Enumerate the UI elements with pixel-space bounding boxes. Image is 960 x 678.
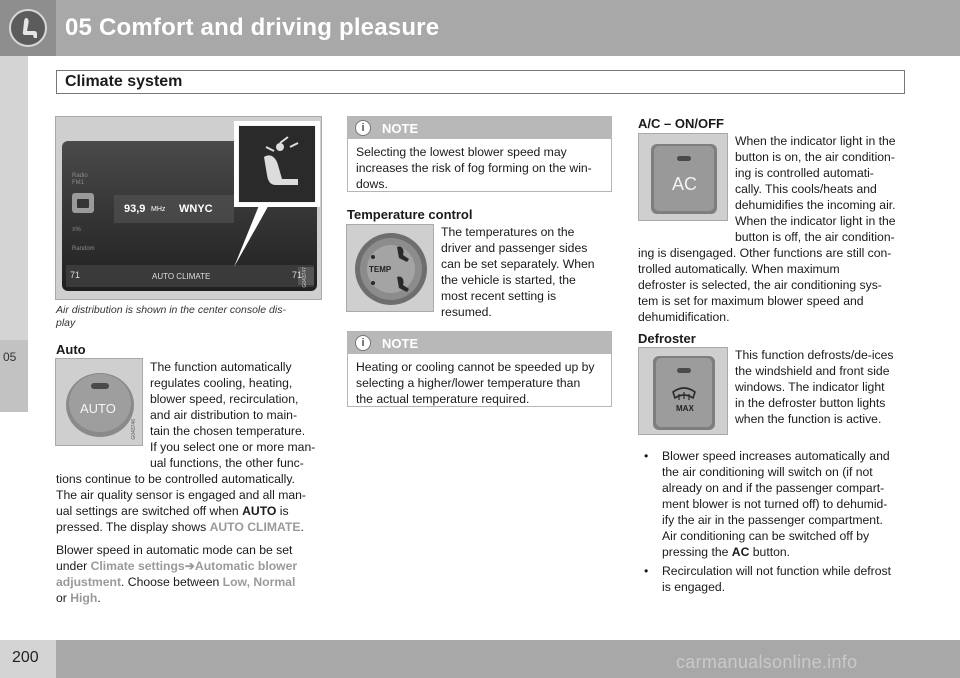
side-tab-label: 05 bbox=[3, 350, 17, 364]
ac-button-label: AC bbox=[672, 174, 698, 194]
section-header bbox=[56, 70, 905, 94]
ac-text-line-9: trolled automatically. When maximum bbox=[638, 262, 840, 276]
auto-climate-menu-text: AUTO CLIMATE bbox=[209, 520, 301, 534]
note-box-blower bbox=[347, 116, 612, 192]
defroster-text-line-2: the windshield and front side bbox=[735, 364, 890, 378]
screen-radio: Radio bbox=[72, 173, 88, 179]
blower-text-line-2-pre: under bbox=[56, 559, 91, 573]
normal-option-text: Normal bbox=[253, 575, 296, 589]
bullet-1-line-7 bbox=[662, 544, 790, 560]
high-option-text: High bbox=[70, 591, 98, 605]
temperature-text-line-5: most recent setting is bbox=[441, 289, 557, 303]
bullet-1-line-1: Blower speed increases automatically and bbox=[662, 449, 890, 463]
temperature-text-line-6: resumed. bbox=[441, 305, 492, 319]
bullet-marker-2: • bbox=[644, 564, 649, 578]
defroster-button-label: MAX bbox=[676, 404, 694, 413]
screen-unit: MHz bbox=[151, 206, 166, 213]
bullet-1-line-4: ment blower is not turned off) to dehumid- bbox=[662, 497, 888, 511]
automatic-blower-menu-text: Automatic blower bbox=[194, 559, 298, 573]
note-header bbox=[348, 117, 611, 139]
defroster-text-line-5: when the function is active. bbox=[735, 412, 882, 426]
auto-text-line-10-pre: ual settings are switched off when bbox=[56, 504, 243, 518]
auto-button-label: AUTO bbox=[80, 401, 116, 416]
menu-arrow-icon: ➔ bbox=[184, 559, 195, 573]
ac-button-photo bbox=[638, 133, 728, 221]
auto-text-line-7: ual functions, the other func- bbox=[150, 456, 304, 470]
temperature-text-line-2: driver and passenger sides bbox=[441, 241, 588, 255]
auto-heading: Auto bbox=[56, 342, 86, 357]
low-option-text: Low bbox=[222, 575, 247, 589]
bullet-1-line-7-pre: pressing the bbox=[662, 545, 732, 559]
note-text-line-1: Selecting the lowest blower speed may bbox=[356, 145, 567, 159]
temperature-text-line-4: the vehicle is started, the bbox=[441, 273, 576, 287]
ac-text-line-7: button is off, the air condition- bbox=[735, 230, 895, 244]
ac-text-line-3: ing is controlled automati- bbox=[735, 166, 874, 180]
ac-text-line-4: cally. This cools/heats and bbox=[735, 182, 877, 196]
display-caption-line-1: Air distribution is shown in the center console dis- bbox=[56, 304, 286, 316]
ac-text-line-5: dehumidifies the incoming air. bbox=[735, 198, 896, 212]
temperature-heading: Temperature control bbox=[347, 207, 473, 222]
note-text-line-3: the actual temperature required. bbox=[356, 392, 530, 406]
auto-text-line-3: blower speed, recirculation, bbox=[150, 392, 299, 406]
auto-text-line-10 bbox=[56, 503, 289, 519]
screen-status-1: ≡% bbox=[72, 227, 81, 233]
auto-text-line-6: If you select one or more man- bbox=[150, 440, 316, 454]
note-text-line-3: dows. bbox=[356, 177, 388, 191]
climate-settings-menu-text: Climate settings bbox=[90, 559, 185, 573]
ac-button-reference: AC bbox=[731, 545, 750, 559]
blower-text-line-1: Blower speed in automatic mode can be set bbox=[56, 543, 293, 557]
temperature-text-line-3: can be set separately. When bbox=[441, 257, 595, 271]
bullet-1-line-6: Air conditioning can be switched off by bbox=[662, 529, 870, 543]
note-title: NOTE bbox=[382, 336, 419, 351]
note-header bbox=[348, 332, 611, 354]
auto-text-line-1: The function automatically bbox=[150, 360, 292, 374]
chapter-title: 05 Comfort and driving pleasure bbox=[65, 14, 440, 41]
blower-text-line-3 bbox=[56, 574, 295, 590]
page-number: 200 bbox=[12, 649, 39, 666]
bullet-1-line-3: already on and if the passenger compart- bbox=[662, 481, 885, 495]
screen-band: FM1 bbox=[72, 180, 84, 186]
ac-text-line-11: tem is set for maximum blower speed and bbox=[638, 294, 864, 308]
auto-text-line-8: tions continue to be controlled automatically. bbox=[56, 472, 295, 486]
auto-text-line-9: The air quality sensor is engaged and all man- bbox=[56, 488, 306, 502]
screen-station: WNYC bbox=[179, 203, 213, 215]
adjustment-menu-text: adjustment bbox=[56, 575, 122, 589]
section-title: Climate system bbox=[65, 73, 183, 90]
ac-text-line-6: When the indicator light in the bbox=[735, 214, 896, 228]
defroster-text-line-3: windows. The indicator light bbox=[735, 380, 885, 394]
display-caption-line-2: play bbox=[56, 317, 76, 329]
note-box-temperature bbox=[347, 331, 612, 407]
bullet-2-line-2: is engaged. bbox=[662, 580, 726, 594]
auto-text-line-4: and air distribution to main- bbox=[150, 408, 297, 422]
center-console-display-photo bbox=[55, 116, 322, 300]
screen-frequency: 93,9 bbox=[124, 203, 146, 215]
watermark: carmanualsonline.info bbox=[676, 652, 858, 672]
ac-heading: A/C – ON/OFF bbox=[638, 116, 724, 131]
ac-text-line-10: defroster is selected, the air conditioning sys- bbox=[638, 278, 882, 292]
blower-text-line-4-post: . bbox=[97, 591, 101, 605]
blower-text-line-3-post: . Choose between bbox=[121, 575, 223, 589]
auto-text-line-11-post: . bbox=[300, 520, 304, 534]
ac-text-line-1: When the indicator light in the bbox=[735, 134, 896, 148]
bullet-marker-1: • bbox=[644, 449, 649, 463]
blower-text-line-4-pre: or bbox=[56, 591, 71, 605]
temperature-knob-photo bbox=[346, 224, 434, 312]
seat-icon bbox=[9, 9, 47, 47]
auto-text-line-2: regulates cooling, heating, bbox=[150, 376, 293, 390]
screen-temp-left: 71 bbox=[70, 270, 81, 280]
bullet-1-line-5: ify the air in the passenger compartment. bbox=[662, 513, 883, 527]
note-text-line-1: Heating or cooling cannot be speeded up by bbox=[356, 360, 595, 374]
bullet-1-line-2: the air conditioning will switch on (if not bbox=[662, 465, 873, 479]
temperature-text-line-1: The temperatures on the bbox=[441, 225, 575, 239]
auto-text-line-11-pre: pressed. The display shows bbox=[56, 520, 210, 534]
auto-button-reference: AUTO bbox=[242, 504, 277, 518]
defroster-button-photo bbox=[638, 347, 728, 435]
chapter-tab bbox=[0, 0, 56, 56]
ac-text-line-8: ing is disengaged. Other functions are still con- bbox=[638, 246, 892, 260]
blower-text-line-2 bbox=[56, 558, 297, 574]
defroster-heading: Defroster bbox=[638, 331, 696, 346]
screen-auto-climate: AUTO CLIMATE bbox=[152, 272, 211, 281]
note-text-line-2: selecting a higher/lower temperature than bbox=[356, 376, 581, 390]
defroster-text-line-1: This function defrosts/de-ices bbox=[735, 348, 894, 362]
option-separator: , bbox=[246, 575, 254, 589]
defroster-text-line-4: in the defroster button lights bbox=[735, 396, 886, 410]
info-icon: i bbox=[355, 335, 371, 351]
blower-text-line-4 bbox=[56, 590, 101, 606]
note-title: NOTE bbox=[382, 121, 419, 136]
auto-button-photo bbox=[55, 358, 143, 446]
bullet-2-line-1: Recirculation will not function while defrost bbox=[662, 564, 891, 578]
info-icon: i bbox=[355, 120, 371, 136]
auto-text-line-10-post: is bbox=[276, 504, 289, 518]
screen-status-2: Random bbox=[72, 246, 95, 252]
temp-knob-label: TEMP bbox=[369, 265, 392, 274]
screen-temp-right: 71 bbox=[292, 270, 303, 280]
auto-text-line-5: tain the chosen temperature. bbox=[150, 424, 306, 438]
display-figure-id: G043747 bbox=[302, 267, 308, 288]
ac-text-line-12: dehumidification. bbox=[638, 310, 730, 324]
auto-figure-id: G043746 bbox=[131, 419, 137, 440]
note-text-line-2: increases the risk of fog forming on the win- bbox=[356, 161, 592, 175]
bullet-1-line-7-post: button. bbox=[749, 545, 791, 559]
ac-text-line-2: button is on, the air condition- bbox=[735, 150, 895, 164]
auto-text-line-11 bbox=[56, 519, 304, 535]
